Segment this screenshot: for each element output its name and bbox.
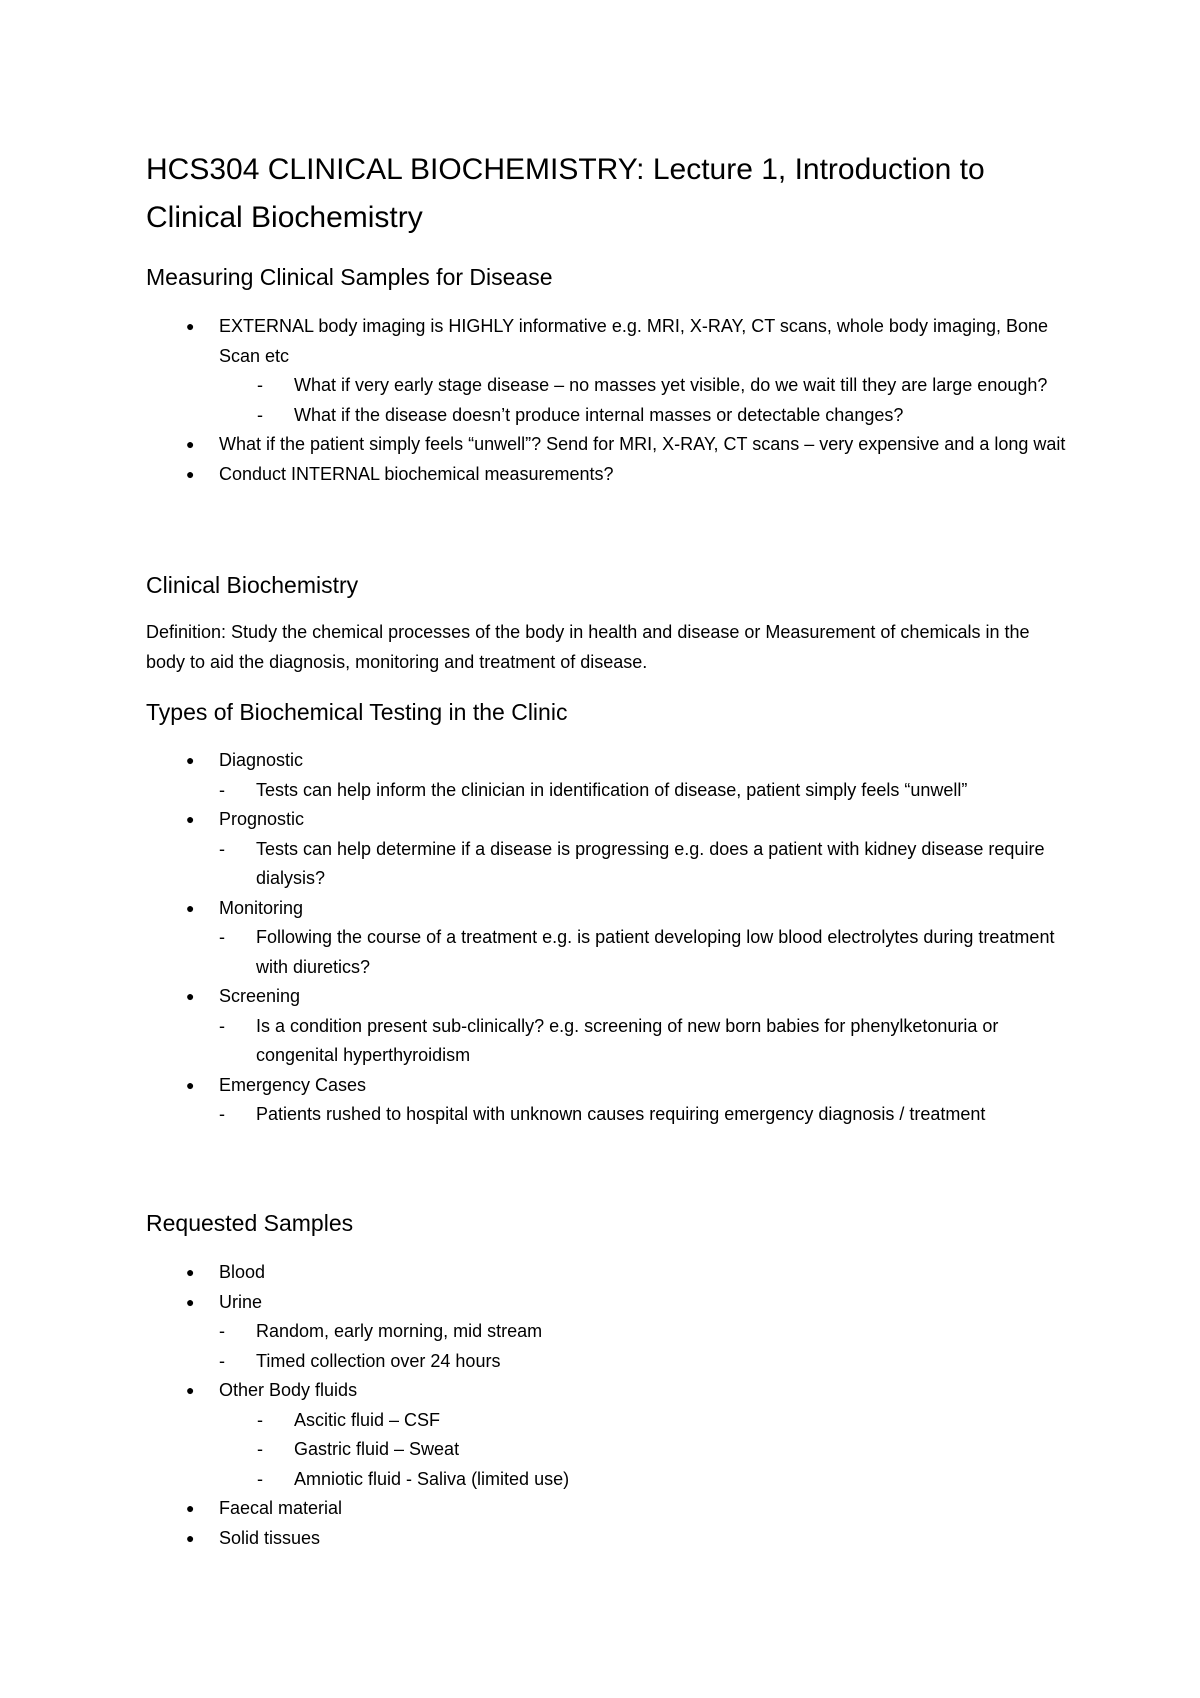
dash-icon: - bbox=[219, 779, 225, 800]
samples-list bbox=[0, 1258, 1200, 1553]
heading-clinical-biochemistry: Clinical Biochemistry bbox=[146, 572, 359, 598]
list-item: ● Monitoring bbox=[0, 894, 1079, 924]
list-item: - Amniotic fluid - Saliva (limited use) bbox=[0, 1465, 1074, 1495]
list-item: - Tests can help inform the clinician in identification of disease, patient simply feels “unwell” bbox=[0, 776, 1076, 806]
list-item: ● Faecal material bbox=[0, 1494, 1079, 1524]
bullet-icon: ● bbox=[186, 436, 195, 452]
list-item: ● Solid tissues bbox=[0, 1524, 1079, 1554]
dash-icon: - bbox=[219, 927, 225, 947]
document-title: HCS304 CLINICAL BIOCHEMISTRY: Lecture 1, Introduction to Clinical Biochemistry bbox=[146, 153, 985, 234]
list-item: ● Blood bbox=[0, 1258, 1079, 1288]
list-item: ● Urine bbox=[0, 1288, 1079, 1318]
dash-icon: - bbox=[219, 1104, 225, 1124]
list-item: ● What if the patient simply feels “unwell”? Send for MRI, X-RAY, CT scans – very expensive and a long wait bbox=[0, 430, 1079, 460]
bullet-icon: ● bbox=[186, 1264, 195, 1280]
list-item: - Gastric fluid – Sweat bbox=[0, 1435, 1074, 1465]
dash-icon: - bbox=[219, 1321, 225, 1341]
list-item: - Following the course of a treatment e.g. is patient developing low blood electrolytes during treatment with diuretics? bbox=[0, 923, 1076, 982]
bullet-icon: ● bbox=[186, 318, 195, 334]
dash-icon: - bbox=[257, 375, 263, 395]
dash-icon: - bbox=[257, 404, 263, 425]
bullet-icon: ● bbox=[186, 1500, 195, 1516]
bullet-icon: ● bbox=[186, 899, 195, 916]
list-item: ● Diagnostic bbox=[0, 746, 1079, 776]
list-item: - Timed collection over 24 hours bbox=[0, 1347, 1076, 1377]
heading-measuring: Measuring Clinical Samples for Disease bbox=[146, 264, 553, 290]
bullet-icon: ● bbox=[186, 811, 195, 827]
bullet-icon: ● bbox=[186, 465, 195, 482]
testing-types-list bbox=[0, 746, 1200, 1130]
list-item: - Tests can help determine if a disease is progressing e.g. does a patient with kidney disease require dialysis? bbox=[0, 835, 1076, 894]
dash-icon: - bbox=[257, 1439, 263, 1459]
bullet-icon: ● bbox=[186, 988, 195, 1004]
list-item: ● Screening bbox=[0, 982, 1079, 1012]
definition-paragraph: Definition: Study the chemical processes of the body in health and disease or Measurement of chemicals in the body to aid the diagnosis, monitoring and treatment of disease. bbox=[146, 622, 1030, 672]
bullet-icon: ● bbox=[186, 1293, 195, 1310]
dash-icon: - bbox=[219, 1015, 225, 1036]
heading-testing-types: Types of Biochemical Testing in the Clinic bbox=[146, 699, 568, 725]
list-item: ● Conduct INTERNAL biochemical measurements? bbox=[0, 460, 1079, 490]
bullet-icon: ● bbox=[186, 752, 195, 768]
bullet-icon: ● bbox=[186, 1529, 195, 1546]
dash-icon: - bbox=[257, 1409, 263, 1430]
list-item: ● EXTERNAL body imaging is HIGHLY informative e.g. MRI, X-RAY, CT scans, whole body imaging, Bone Scan etc bbox=[0, 312, 1079, 371]
list-item: ● Emergency Cases bbox=[0, 1071, 1079, 1101]
dash-icon: - bbox=[257, 1468, 263, 1489]
bullet-icon: ● bbox=[186, 1382, 195, 1398]
list-item: - Patients rushed to hospital with unknown causes requiring emergency diagnosis / treatment bbox=[0, 1100, 1076, 1130]
list-item: ● Prognostic bbox=[0, 805, 1079, 835]
dash-icon: - bbox=[219, 1350, 225, 1371]
list-item: - What if the disease doesn’t produce internal masses or detectable changes? bbox=[0, 401, 1074, 431]
list-item: - Random, early morning, mid stream bbox=[0, 1317, 1076, 1347]
list-item: - Ascitic fluid – CSF bbox=[0, 1406, 1074, 1436]
bullet-icon: ● bbox=[186, 1076, 195, 1093]
list-item: - What if very early stage disease – no masses yet visible, do we wait till they are large enough? bbox=[0, 371, 1074, 401]
heading-requested-samples: Requested Samples bbox=[146, 1210, 354, 1236]
list-item: ● Other Body fluids bbox=[0, 1376, 1079, 1406]
list-item: - Is a condition present sub-clinically? e.g. screening of new born babies for phenylketonuria or congenital hyperthyroidism bbox=[0, 1012, 1076, 1071]
measuring-list bbox=[0, 312, 1200, 489]
dash-icon: - bbox=[219, 838, 225, 859]
